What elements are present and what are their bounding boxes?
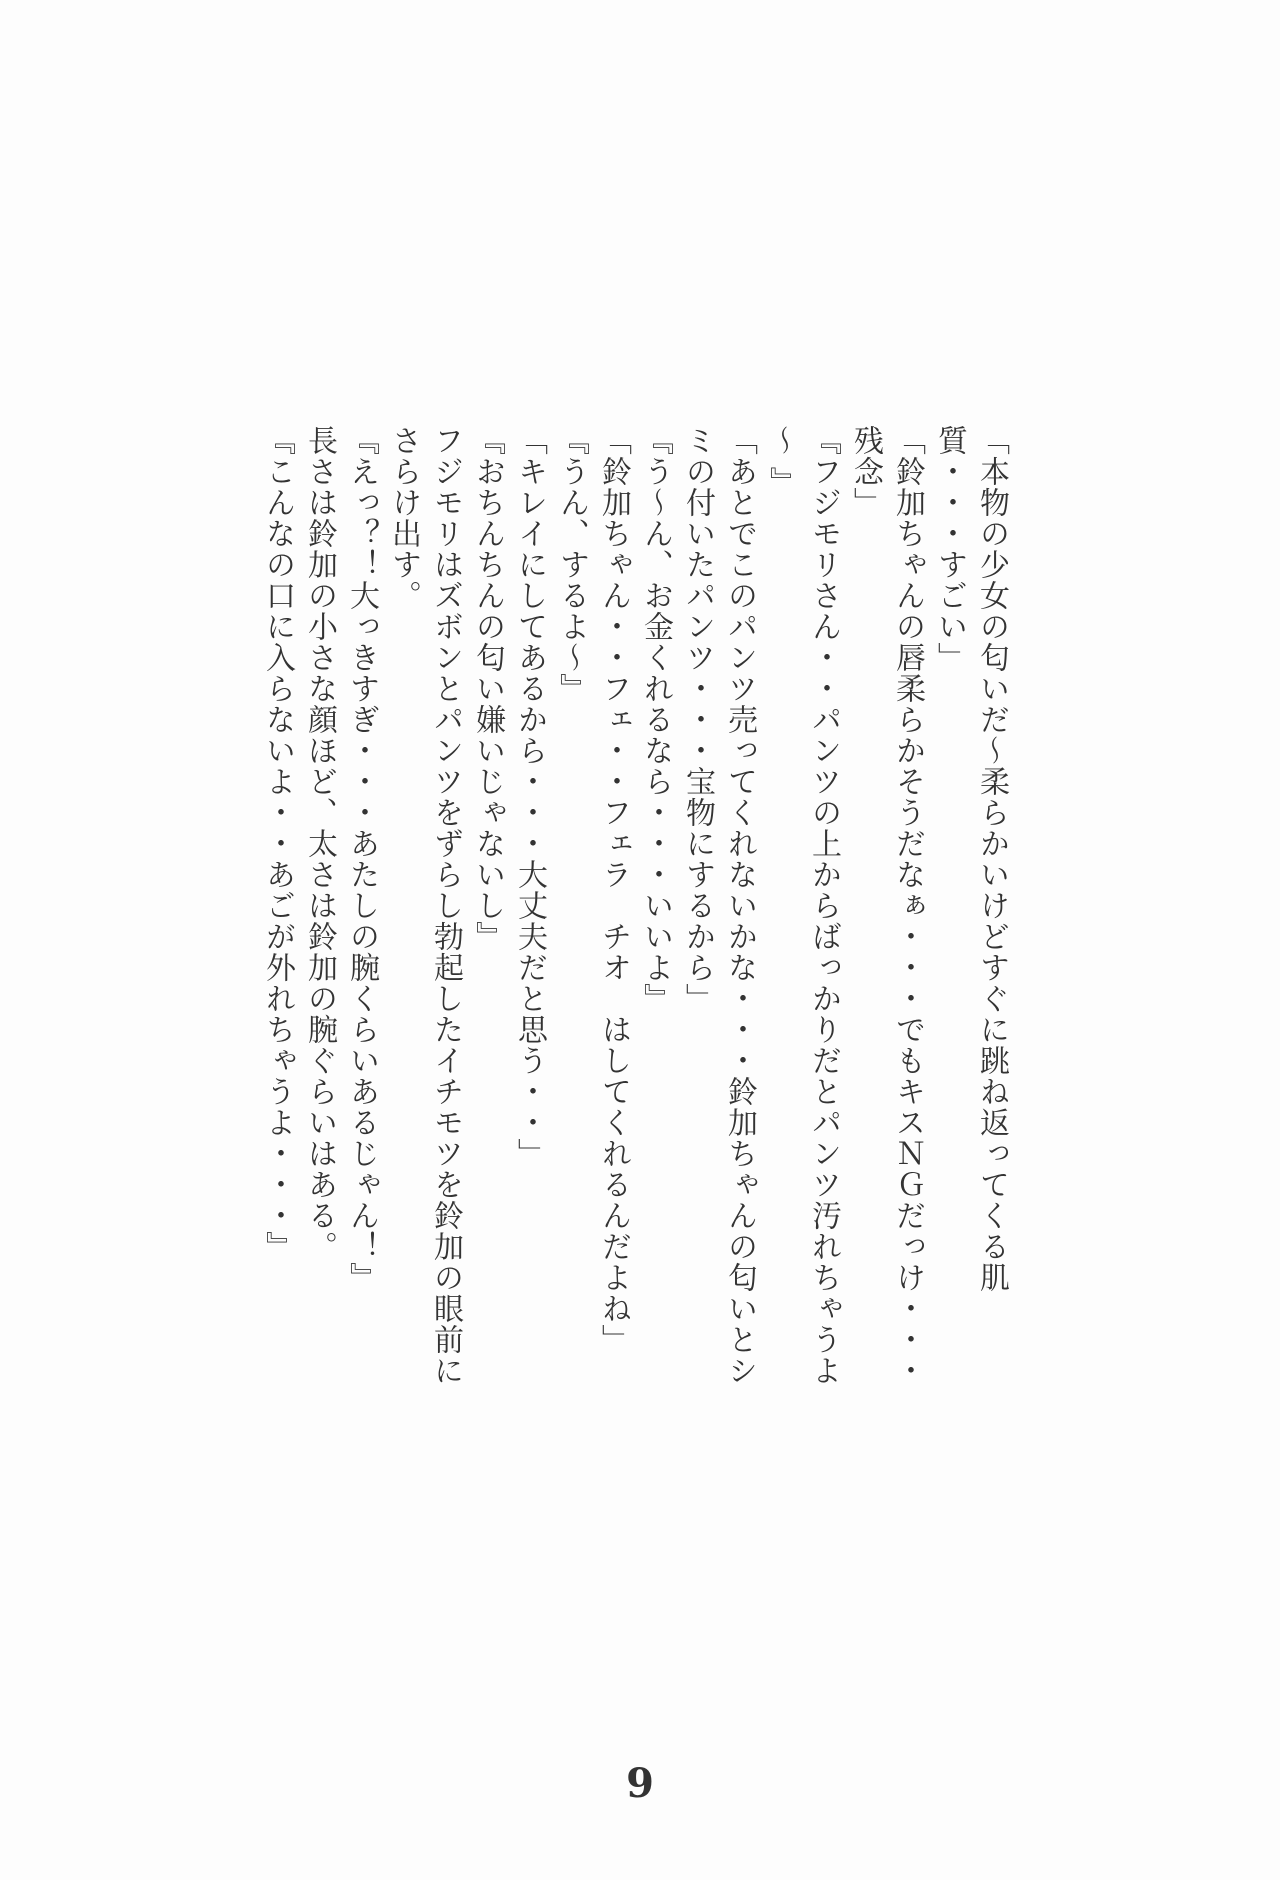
- text-line: 「鈴加ちゃんの唇柔らかそうだなぁ・・・でもキスＮＧだっけ・・・残念」: [848, 425, 925, 1386]
- text-line: 『うん、するよ～』: [554, 425, 589, 704]
- text-line: 「鈴加ちゃん・・フェ・・フェラ チオ はしてくれるんだよね」: [596, 425, 631, 1355]
- text-line: フジモリはズボンとパンツをずらし勃起したイチモツを鈴加の眼前にさらけ出す。: [386, 425, 463, 1386]
- text-line: 『おちんちんの匂い嫌いじゃないし』: [470, 425, 505, 952]
- text-line: 「本物の少女の匂いだ～柔らかいけどすぐに跳ね返ってくる肌質・・・すごい」: [932, 425, 1009, 1293]
- text-line: 「あとでこのパンツ売ってくれないかな・・・鈴加ちゃんの匂いとシミの付いたパンツ・・・宝物にするから」: [680, 425, 757, 1386]
- text-line: 『こんなの口に入らないよ・・あごが外れちゃうよ・・・』: [260, 425, 295, 1262]
- body-text: [256, 425, 1012, 1415]
- page-number: 9: [626, 1760, 654, 1807]
- text-line: 「キレイにしてあるから・・・大丈夫だと思う・・」: [512, 425, 547, 1169]
- text-line: 『フジモリさん・・パンツの上からばっかりだとパンツ汚れちゃうよ～ 』: [764, 425, 841, 1386]
- text-line: 長さは鈴加の小さな顔ほど、太さは鈴加の腕ぐらいはある。: [302, 425, 337, 1262]
- text-line: 『う～ん、お金くれるなら・・・いいよ』: [638, 425, 673, 1014]
- text-line: 『えっ？！大っきすぎ・・・あたしの腕くらいあるじゃん！』: [344, 425, 379, 1293]
